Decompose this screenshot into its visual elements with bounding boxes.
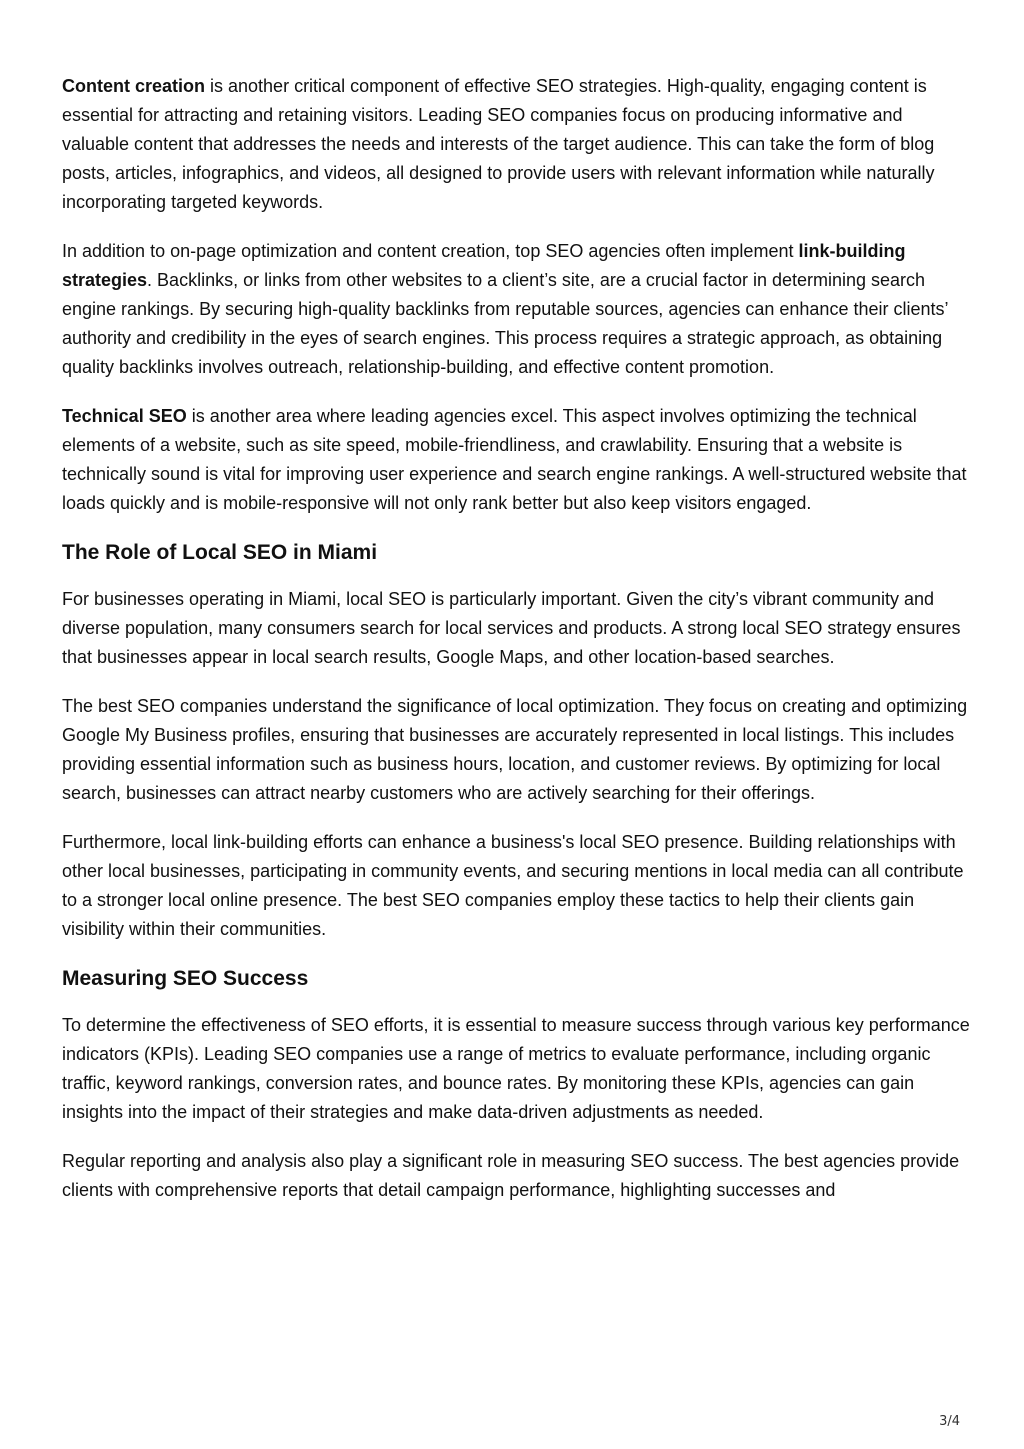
paragraph-local-3: Furthermore, local link-building efforts can enhance a business's local SEO presence. Building relationships with other local businesses, participating in community events, and securing mentions in local media can all contribute to a stronger local online presence. The best SEO companies employ these tactics to help their clients gain visibility within their communities. [62, 832, 964, 939]
document-page [62, 72, 972, 1225]
paragraph-local-2: The best SEO companies understand the significance of local optimization. They focus on creating and optimizing Google My Business profiles, ensuring that businesses are accurately represented in local listings. This includes providing essential information such as business hours, location, and customer reviews. By optimizing for local search, businesses can attract nearby customers who are actively searching for their offerings. [62, 696, 968, 803]
paragraph-measuring-2: Regular reporting and analysis also play a significant role in measuring SEO success. The best agencies provide clients with comprehensive reports that detail campaign performance, highlighting successes and [62, 1151, 960, 1200]
bold-term: Content creation [62, 76, 206, 96]
paragraph-content-creation [62, 72, 972, 217]
bold-term: link-building strategies [62, 241, 906, 290]
paragraph-link-building [62, 237, 972, 382]
heading-measuring-seo: Measuring SEO Success [62, 967, 309, 990]
paragraph-text: . Backlinks, or links from other websites to a client’s site, are a crucial factor in determining search engine rankings. By securing high-quality backlinks from reputable sources, agencies can enhance their clients’ authority and credibility in the eyes of search engines. This process requires a strategic approach, as obtaining quality backlinks involves outreach, relationship-building, and effective content promotion. [62, 270, 948, 377]
paragraph-local-1: For businesses operating in Miami, local SEO is particularly important. Given the city’s vibrant community and diverse population, many consumers search for local services and products. A strong local SEO strategy ensures that businesses appear in local search results, Google Maps, and other location-based searches. [62, 589, 961, 667]
paragraph-measuring-1: To determine the effectiveness of SEO efforts, it is essential to measure success through various key performance indicators (KPIs). Leading SEO companies use a range of metrics to evaluate performance, including organic traffic, keyword rankings, conversion rates, and bounce rates. By monitoring these KPIs, agencies can gain insights into the impact of their strategies and make data-driven adjustments as needed. [62, 1015, 970, 1122]
paragraph-text: In addition to on-page optimization and content creation, top SEO agencies often implement [62, 241, 799, 261]
heading-local-seo: The Role of Local SEO in Miami [62, 541, 378, 564]
page-number: 3/4 [939, 1414, 960, 1429]
paragraph-text: is another critical component of effective SEO strategies. High-quality, engaging content is essential for attracting and retaining visitors. Leading SEO companies focus on producing informative and valuable content that addresses the needs and interests of the target audience. This can take the form of blog posts, articles, infographics, and videos, all designed to provide users with relevant information while naturally incorporating targeted keywords. [62, 76, 935, 212]
paragraph-technical-seo [62, 402, 972, 518]
bold-term: Technical SEO [62, 406, 187, 426]
paragraph-text: is another area where leading agencies excel. This aspect involves optimizing the technical elements of a website, such as site speed, mobile-friendliness, and crawlability. Ensuring that a website is technically sound is vital for improving user experience and search engine rankings. A well-structured website that loads quickly and is mobile-responsive will not only rank better but also keep visitors engaged. [62, 406, 967, 513]
